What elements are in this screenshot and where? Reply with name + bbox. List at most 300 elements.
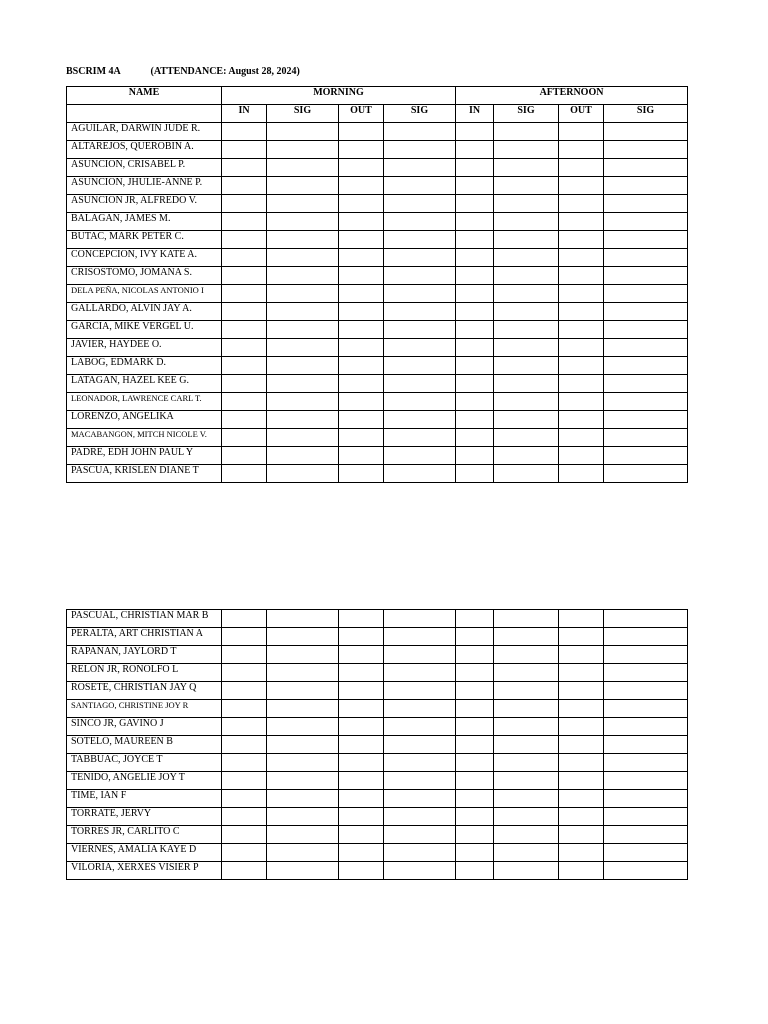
signature-cell[interactable]	[604, 285, 688, 303]
signature-cell[interactable]	[604, 826, 688, 844]
signature-cell[interactable]	[494, 321, 559, 339]
signature-cell[interactable]	[604, 646, 688, 664]
student-name: PASCUAL, CHRISTIAN MAR B	[67, 610, 222, 628]
signature-cell[interactable]	[222, 718, 267, 736]
signature-cell[interactable]	[604, 682, 688, 700]
signature-cell[interactable]	[604, 700, 688, 718]
signature-cell[interactable]	[559, 754, 604, 772]
signature-cell[interactable]	[604, 610, 688, 628]
signature-cell[interactable]	[267, 159, 339, 177]
signature-cell[interactable]	[494, 357, 559, 375]
signature-cell[interactable]	[339, 862, 384, 880]
signature-cell[interactable]	[456, 411, 494, 429]
signature-cell[interactable]	[339, 411, 384, 429]
signature-cell[interactable]	[222, 249, 267, 267]
signature-cell[interactable]	[222, 646, 267, 664]
signature-cell[interactable]	[222, 664, 267, 682]
signature-cell[interactable]	[339, 808, 384, 826]
signature-cell[interactable]	[267, 808, 339, 826]
signature-cell[interactable]	[456, 177, 494, 195]
signature-cell[interactable]	[222, 375, 267, 393]
signature-cell[interactable]	[222, 610, 267, 628]
signature-cell[interactable]	[559, 664, 604, 682]
signature-cell[interactable]	[267, 736, 339, 754]
signature-cell[interactable]	[222, 447, 267, 465]
signature-cell[interactable]	[456, 231, 494, 249]
signature-cell[interactable]	[604, 357, 688, 375]
signature-cell[interactable]	[456, 249, 494, 267]
signature-cell[interactable]	[604, 321, 688, 339]
signature-cell[interactable]	[339, 772, 384, 790]
signature-cell[interactable]	[222, 628, 267, 646]
signature-cell[interactable]	[339, 736, 384, 754]
signature-cell[interactable]	[456, 375, 494, 393]
signature-cell[interactable]	[384, 465, 456, 483]
signature-cell[interactable]	[384, 213, 456, 231]
signature-cell[interactable]	[267, 664, 339, 682]
signature-cell[interactable]	[456, 141, 494, 159]
signature-cell[interactable]	[604, 213, 688, 231]
signature-cell[interactable]	[604, 375, 688, 393]
signature-cell[interactable]	[456, 826, 494, 844]
signature-cell[interactable]	[456, 610, 494, 628]
signature-cell[interactable]	[339, 375, 384, 393]
signature-cell[interactable]	[267, 321, 339, 339]
signature-cell[interactable]	[494, 303, 559, 321]
signature-cell[interactable]	[456, 844, 494, 862]
signature-cell[interactable]	[494, 177, 559, 195]
signature-cell[interactable]	[384, 610, 456, 628]
signature-cell[interactable]	[559, 465, 604, 483]
signature-cell[interactable]	[267, 375, 339, 393]
signature-cell[interactable]	[339, 628, 384, 646]
signature-cell[interactable]	[267, 357, 339, 375]
signature-cell[interactable]	[267, 285, 339, 303]
signature-cell[interactable]	[559, 844, 604, 862]
signature-cell[interactable]	[604, 195, 688, 213]
signature-cell[interactable]	[339, 682, 384, 700]
signature-cell[interactable]	[494, 844, 559, 862]
signature-cell[interactable]	[494, 664, 559, 682]
signature-cell[interactable]	[456, 321, 494, 339]
signature-cell[interactable]	[222, 429, 267, 447]
signature-cell[interactable]	[559, 123, 604, 141]
signature-cell[interactable]	[339, 610, 384, 628]
signature-cell[interactable]	[267, 844, 339, 862]
signature-cell[interactable]	[339, 141, 384, 159]
signature-cell[interactable]	[339, 754, 384, 772]
signature-cell[interactable]	[339, 177, 384, 195]
signature-cell[interactable]	[456, 213, 494, 231]
signature-cell[interactable]	[494, 123, 559, 141]
signature-cell[interactable]	[559, 682, 604, 700]
signature-cell[interactable]	[384, 754, 456, 772]
signature-cell[interactable]	[222, 862, 267, 880]
signature-cell[interactable]	[384, 790, 456, 808]
signature-cell[interactable]	[456, 718, 494, 736]
signature-cell[interactable]	[267, 393, 339, 411]
signature-cell[interactable]	[222, 231, 267, 249]
student-name: MACABANGON, MITCH NICOLE V.	[67, 429, 222, 447]
signature-cell[interactable]	[494, 628, 559, 646]
signature-cell[interactable]	[456, 465, 494, 483]
signature-cell[interactable]	[494, 141, 559, 159]
signature-cell[interactable]	[456, 682, 494, 700]
signature-cell[interactable]	[384, 429, 456, 447]
signature-cell[interactable]	[384, 249, 456, 267]
signature-cell[interactable]	[222, 790, 267, 808]
signature-cell[interactable]	[559, 700, 604, 718]
table-row	[67, 447, 688, 465]
signature-cell[interactable]	[604, 231, 688, 249]
signature-cell[interactable]	[384, 321, 456, 339]
signature-cell[interactable]	[222, 772, 267, 790]
signature-cell[interactable]	[339, 339, 384, 357]
signature-cell[interactable]	[339, 123, 384, 141]
signature-cell[interactable]	[456, 646, 494, 664]
signature-cell[interactable]	[384, 267, 456, 285]
signature-cell[interactable]	[267, 718, 339, 736]
student-rows-page-1	[67, 123, 688, 483]
signature-cell[interactable]	[222, 736, 267, 754]
table-row	[67, 465, 688, 483]
signature-cell[interactable]	[494, 267, 559, 285]
signature-cell[interactable]	[494, 375, 559, 393]
morning-out-sig-header: SIG	[384, 105, 456, 123]
morning-in-sig-header: SIG	[267, 105, 339, 123]
signature-cell[interactable]	[456, 267, 494, 285]
table-row	[67, 682, 688, 700]
signature-cell[interactable]	[339, 790, 384, 808]
signature-cell[interactable]	[384, 862, 456, 880]
signature-cell[interactable]	[384, 646, 456, 664]
signature-cell[interactable]	[494, 646, 559, 664]
signature-cell[interactable]	[339, 285, 384, 303]
signature-cell[interactable]	[604, 790, 688, 808]
signature-cell[interactable]	[384, 393, 456, 411]
signature-cell[interactable]	[494, 339, 559, 357]
signature-cell[interactable]	[222, 123, 267, 141]
signature-cell[interactable]	[559, 141, 604, 159]
signature-cell[interactable]	[456, 754, 494, 772]
signature-cell[interactable]	[267, 862, 339, 880]
signature-cell[interactable]	[267, 267, 339, 285]
signature-cell[interactable]	[384, 159, 456, 177]
signature-cell[interactable]	[267, 429, 339, 447]
signature-cell[interactable]	[559, 321, 604, 339]
signature-cell[interactable]	[494, 213, 559, 231]
signature-cell[interactable]	[267, 628, 339, 646]
signature-cell[interactable]	[494, 718, 559, 736]
signature-cell[interactable]	[267, 249, 339, 267]
signature-cell[interactable]	[494, 808, 559, 826]
signature-cell[interactable]	[456, 393, 494, 411]
signature-cell[interactable]	[339, 447, 384, 465]
signature-cell[interactable]	[267, 339, 339, 357]
signature-cell[interactable]	[384, 736, 456, 754]
student-name: SINCO JR, GAVINO J	[67, 718, 222, 736]
signature-cell[interactable]	[604, 862, 688, 880]
signature-cell[interactable]	[222, 285, 267, 303]
signature-cell[interactable]	[267, 772, 339, 790]
signature-cell[interactable]	[384, 700, 456, 718]
signature-cell[interactable]	[494, 429, 559, 447]
signature-cell[interactable]	[559, 159, 604, 177]
signature-cell[interactable]	[604, 303, 688, 321]
student-name: VILORIA, XERXES VISIER P	[67, 862, 222, 880]
signature-cell[interactable]	[494, 700, 559, 718]
table-row	[67, 177, 688, 195]
signature-cell[interactable]	[559, 375, 604, 393]
signature-cell[interactable]	[559, 357, 604, 375]
signature-cell[interactable]	[559, 610, 604, 628]
signature-cell[interactable]	[222, 844, 267, 862]
signature-cell[interactable]	[494, 682, 559, 700]
signature-cell[interactable]	[456, 664, 494, 682]
signature-cell[interactable]	[339, 159, 384, 177]
signature-cell[interactable]	[339, 646, 384, 664]
signature-cell[interactable]	[267, 790, 339, 808]
signature-cell[interactable]	[384, 664, 456, 682]
signature-cell[interactable]	[267, 682, 339, 700]
signature-cell[interactable]	[384, 195, 456, 213]
signature-cell[interactable]	[339, 231, 384, 249]
signature-cell[interactable]	[494, 465, 559, 483]
signature-cell[interactable]	[604, 249, 688, 267]
signature-cell[interactable]	[456, 159, 494, 177]
signature-cell[interactable]	[604, 447, 688, 465]
signature-cell[interactable]	[267, 213, 339, 231]
signature-cell[interactable]	[494, 826, 559, 844]
signature-cell[interactable]	[384, 303, 456, 321]
signature-cell[interactable]	[494, 736, 559, 754]
signature-cell[interactable]	[222, 159, 267, 177]
signature-cell[interactable]	[494, 159, 559, 177]
signature-cell[interactable]	[339, 321, 384, 339]
signature-cell[interactable]	[604, 141, 688, 159]
signature-cell[interactable]	[559, 718, 604, 736]
signature-cell[interactable]	[494, 862, 559, 880]
signature-cell[interactable]	[559, 267, 604, 285]
table-row	[67, 628, 688, 646]
table-row	[67, 772, 688, 790]
signature-cell[interactable]	[339, 664, 384, 682]
signature-cell[interactable]	[384, 285, 456, 303]
signature-cell[interactable]	[604, 718, 688, 736]
signature-cell[interactable]	[494, 411, 559, 429]
signature-cell[interactable]	[384, 357, 456, 375]
signature-cell[interactable]	[222, 682, 267, 700]
signature-cell[interactable]	[222, 700, 267, 718]
signature-cell[interactable]	[559, 790, 604, 808]
signature-cell[interactable]	[339, 213, 384, 231]
signature-cell[interactable]	[222, 321, 267, 339]
table-row	[67, 159, 688, 177]
signature-cell[interactable]	[456, 808, 494, 826]
signature-cell[interactable]	[222, 754, 267, 772]
signature-cell[interactable]	[456, 772, 494, 790]
signature-cell[interactable]	[456, 285, 494, 303]
signature-cell[interactable]	[267, 754, 339, 772]
signature-cell[interactable]	[456, 123, 494, 141]
signature-cell[interactable]	[494, 610, 559, 628]
signature-cell[interactable]	[384, 177, 456, 195]
signature-cell[interactable]	[267, 195, 339, 213]
signature-cell[interactable]	[339, 718, 384, 736]
signature-cell[interactable]	[339, 267, 384, 285]
signature-cell[interactable]	[604, 123, 688, 141]
signature-cell[interactable]	[456, 195, 494, 213]
signature-cell[interactable]	[604, 339, 688, 357]
signature-cell[interactable]	[267, 646, 339, 664]
signature-cell[interactable]	[384, 682, 456, 700]
signature-cell[interactable]	[222, 195, 267, 213]
signature-cell[interactable]	[384, 772, 456, 790]
signature-cell[interactable]	[559, 213, 604, 231]
signature-cell[interactable]	[339, 700, 384, 718]
signature-cell[interactable]	[456, 862, 494, 880]
signature-cell[interactable]	[604, 628, 688, 646]
signature-cell[interactable]	[604, 177, 688, 195]
attendance-date: (ATTENDANCE: August 28, 2024)	[150, 66, 300, 77]
signature-cell[interactable]	[494, 249, 559, 267]
signature-cell[interactable]	[456, 357, 494, 375]
signature-cell[interactable]	[559, 177, 604, 195]
student-name: TORRATE, JERVY	[67, 808, 222, 826]
signature-cell[interactable]	[494, 790, 559, 808]
signature-cell[interactable]	[494, 772, 559, 790]
signature-cell[interactable]	[604, 267, 688, 285]
signature-cell[interactable]	[267, 231, 339, 249]
signature-cell[interactable]	[384, 826, 456, 844]
signature-cell[interactable]	[494, 285, 559, 303]
signature-cell[interactable]	[222, 393, 267, 411]
signature-cell[interactable]	[222, 177, 267, 195]
signature-cell[interactable]	[267, 303, 339, 321]
signature-cell[interactable]	[384, 844, 456, 862]
signature-cell[interactable]	[559, 447, 604, 465]
signature-cell[interactable]	[604, 393, 688, 411]
signature-cell[interactable]	[267, 123, 339, 141]
signature-cell[interactable]	[456, 447, 494, 465]
signature-cell[interactable]	[339, 465, 384, 483]
signature-cell[interactable]	[339, 357, 384, 375]
signature-cell[interactable]	[559, 736, 604, 754]
signature-cell[interactable]	[559, 249, 604, 267]
student-name: CONCEPCION, IVY KATE A.	[67, 249, 222, 267]
signature-cell[interactable]	[604, 772, 688, 790]
signature-cell[interactable]	[267, 177, 339, 195]
signature-cell[interactable]	[222, 826, 267, 844]
signature-cell[interactable]	[267, 826, 339, 844]
signature-cell[interactable]	[384, 628, 456, 646]
morning-in-header: IN	[222, 105, 267, 123]
signature-cell[interactable]	[384, 231, 456, 249]
signature-cell[interactable]	[456, 700, 494, 718]
table-row	[67, 123, 688, 141]
signature-cell[interactable]	[494, 195, 559, 213]
signature-cell[interactable]	[604, 411, 688, 429]
afternoon-header: AFTERNOON	[456, 87, 688, 105]
signature-cell[interactable]	[267, 610, 339, 628]
signature-cell[interactable]	[494, 231, 559, 249]
signature-cell[interactable]	[559, 862, 604, 880]
signature-cell[interactable]	[384, 339, 456, 357]
signature-cell[interactable]	[222, 141, 267, 159]
signature-cell[interactable]	[456, 303, 494, 321]
signature-cell[interactable]	[494, 447, 559, 465]
signature-cell[interactable]	[559, 285, 604, 303]
signature-cell[interactable]	[604, 664, 688, 682]
signature-cell[interactable]	[339, 303, 384, 321]
signature-cell[interactable]	[222, 357, 267, 375]
signature-cell[interactable]	[559, 772, 604, 790]
signature-cell[interactable]	[604, 736, 688, 754]
signature-cell[interactable]	[339, 429, 384, 447]
signature-cell[interactable]	[456, 736, 494, 754]
signature-cell[interactable]	[267, 447, 339, 465]
signature-cell[interactable]	[222, 267, 267, 285]
signature-cell[interactable]	[384, 123, 456, 141]
signature-cell[interactable]	[604, 465, 688, 483]
signature-cell[interactable]	[604, 844, 688, 862]
signature-cell[interactable]	[339, 195, 384, 213]
signature-cell[interactable]	[559, 411, 604, 429]
signature-cell[interactable]	[494, 754, 559, 772]
signature-cell[interactable]	[222, 465, 267, 483]
signature-cell[interactable]	[222, 303, 267, 321]
signature-cell[interactable]	[384, 375, 456, 393]
signature-cell[interactable]	[604, 429, 688, 447]
signature-cell[interactable]	[339, 826, 384, 844]
signature-cell[interactable]	[559, 808, 604, 826]
signature-cell[interactable]	[456, 339, 494, 357]
signature-cell[interactable]	[456, 790, 494, 808]
signature-cell[interactable]	[559, 826, 604, 844]
signature-cell[interactable]	[559, 231, 604, 249]
signature-cell[interactable]	[559, 303, 604, 321]
signature-cell[interactable]	[559, 339, 604, 357]
signature-cell[interactable]	[222, 213, 267, 231]
signature-cell[interactable]	[559, 628, 604, 646]
signature-cell[interactable]	[339, 844, 384, 862]
signature-cell[interactable]	[384, 141, 456, 159]
signature-cell[interactable]	[384, 411, 456, 429]
signature-cell[interactable]	[267, 141, 339, 159]
signature-cell[interactable]	[384, 447, 456, 465]
signature-cell[interactable]	[604, 808, 688, 826]
signature-cell[interactable]	[384, 808, 456, 826]
signature-cell[interactable]	[604, 754, 688, 772]
signature-cell[interactable]	[267, 411, 339, 429]
signature-cell[interactable]	[604, 159, 688, 177]
signature-cell[interactable]	[494, 393, 559, 411]
signature-cell[interactable]	[222, 411, 267, 429]
signature-cell[interactable]	[222, 339, 267, 357]
signature-cell[interactable]	[384, 718, 456, 736]
signature-cell[interactable]	[267, 465, 339, 483]
signature-cell[interactable]	[456, 628, 494, 646]
signature-cell[interactable]	[222, 808, 267, 826]
signature-cell[interactable]	[559, 195, 604, 213]
signature-cell[interactable]	[456, 429, 494, 447]
signature-cell[interactable]	[559, 646, 604, 664]
signature-cell[interactable]	[339, 249, 384, 267]
signature-cell[interactable]	[559, 429, 604, 447]
signature-cell[interactable]	[559, 393, 604, 411]
signature-cell[interactable]	[267, 700, 339, 718]
signature-cell[interactable]	[339, 393, 384, 411]
